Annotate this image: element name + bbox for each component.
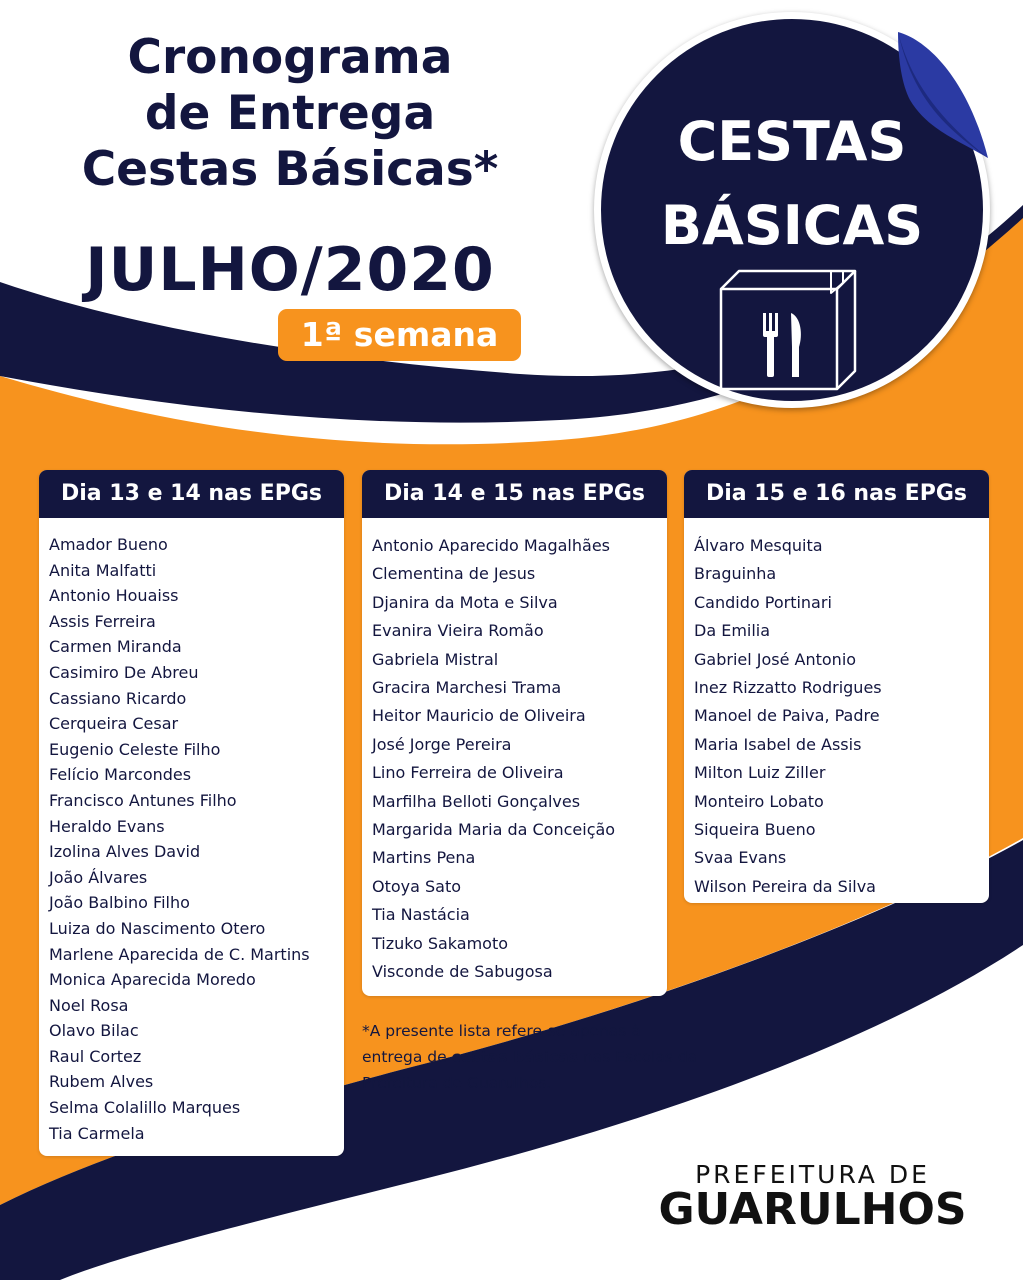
school-list-item: Rubem Alves (49, 1072, 154, 1092)
school-list-item: Inez Rizzatto Rodrigues (694, 678, 882, 698)
column-1-heading: Dia 13 e 14 nas EPGs (39, 470, 344, 518)
title-line-1: Cronograma (127, 30, 453, 85)
month-heading: JULHO/2020 (85, 235, 495, 305)
title-line-3: Cestas Básicas* (81, 142, 499, 197)
column-3-heading: Dia 15 e 16 nas EPGs (684, 470, 989, 518)
school-list-item: Wilson Pereira da Silva (694, 876, 876, 896)
school-list-item: Monica Aparecida Moredo (49, 970, 256, 990)
column-3-list (684, 518, 989, 901)
school-list-item: Raul Cortez (49, 1046, 142, 1066)
school-list-item: Tia Carmela (49, 1123, 145, 1143)
school-list-item: Manoel de Paiva, Padre (694, 706, 880, 726)
school-list-item: Luiza do Nascimento Otero (49, 918, 266, 938)
school-list-item: Assis Ferreira (49, 611, 156, 631)
school-list-item: João Balbino Filho (49, 893, 190, 913)
school-list-item: Carmen Miranda (49, 637, 182, 657)
school-list-item: Eugenio Celeste Filho (49, 739, 221, 759)
footnote-part-2: nas Escolas da Prefeitura de Guarulhos. (362, 1048, 698, 1092)
school-list-item: Olavo Bilac (49, 1021, 139, 1041)
school-list-item: Cerqueira Cesar (49, 714, 179, 734)
school-list-item: Tia Nastácia (372, 905, 470, 925)
schedule-column-1 (39, 470, 344, 1156)
schedule-column-3 (684, 470, 989, 903)
column-1-list (39, 518, 344, 1146)
school-list-item: Gabriel José Antonio (694, 649, 857, 669)
footnote-part-1: *A presente lista refere-se apenas à entrega de (362, 1022, 641, 1066)
school-list-item: Clementina de Jesus (372, 564, 536, 584)
school-list-item: Monteiro Lobato (694, 791, 824, 811)
badge-line-1: CESTAS (677, 110, 907, 173)
column-2-heading: Dia 14 e 15 nas EPGs (362, 470, 667, 518)
school-list-item: Izolina Alves David (49, 842, 201, 862)
school-list-item: Selma Colalillo Marques (49, 1098, 241, 1118)
school-list-item: Visconde de Sabugosa (372, 962, 553, 982)
school-list-item: Marlene Aparecida de C. Martins (49, 944, 310, 964)
school-list-item: Da Emilia (694, 621, 771, 641)
food-box-icon (711, 267, 871, 393)
school-list-item: Amador Bueno (49, 535, 168, 554)
school-list-item: Cassiano Ricardo (49, 688, 187, 708)
title-line-2: de Entrega (144, 86, 436, 141)
column-2-list (362, 518, 667, 987)
school-list-item: Heitor Mauricio de Oliveira (372, 706, 586, 726)
school-list-item: Lino Ferreira de Oliveira (372, 763, 564, 783)
school-list-item: Martins Pena (372, 848, 476, 868)
school-list-item: José Jorge Pereira (372, 734, 512, 754)
school-list-item: Siqueira Bueno (694, 820, 816, 840)
page-curl-icon (888, 30, 998, 160)
school-list-item: Álvaro Mesquita (694, 536, 823, 555)
school-list-item: Braguinha (694, 564, 777, 584)
logo-line-2: GUARULHOS (658, 1184, 967, 1235)
week-badge: 1ª semana (278, 309, 521, 361)
school-list-item: Margarida Maria da Conceição (372, 820, 616, 840)
school-list-item: Francisco Antunes Filho (49, 790, 237, 810)
school-list-item: Gabriela Mistral (372, 649, 499, 669)
school-list-item: Tizuko Sakamoto (372, 933, 509, 953)
school-list-item: Maria Isabel de Assis (694, 734, 862, 754)
school-list-item: Djanira da Mota e Silva (372, 592, 558, 612)
footnote-bold: cestas básicas (451, 1048, 578, 1066)
school-list-item: Marfilha Belloti Gonçalves (372, 791, 581, 811)
footnote (362, 1018, 702, 1096)
school-list-item: Otoya Sato (372, 876, 462, 896)
school-list-item: Heraldo Evans (49, 816, 165, 836)
school-list-item: Noel Rosa (49, 995, 129, 1015)
school-list-item: Anita Malfatti (49, 560, 157, 580)
schedule-column-2 (362, 470, 667, 996)
school-list-item: Antonio Houaiss (49, 586, 179, 606)
school-list-item: João Álvares (49, 867, 148, 887)
badge-line-2: BÁSICAS (660, 194, 924, 257)
school-list-item: Felício Marcondes (49, 765, 192, 785)
school-list-item: Gracira Marchesi Trama (372, 678, 562, 698)
school-list-item: Evanira Vieira Romão (372, 621, 544, 641)
school-list-item: Svaa Evans (694, 848, 787, 868)
school-list-item: Candido Portinari (694, 592, 832, 612)
school-list-item: Casimiro De Abreu (49, 662, 199, 682)
school-list-item: Milton Luiz Ziller (694, 763, 826, 783)
school-list-item: Antonio Aparecido Magalhães (372, 536, 610, 555)
logo-line-1: PREFEITURA DE (695, 1160, 930, 1189)
